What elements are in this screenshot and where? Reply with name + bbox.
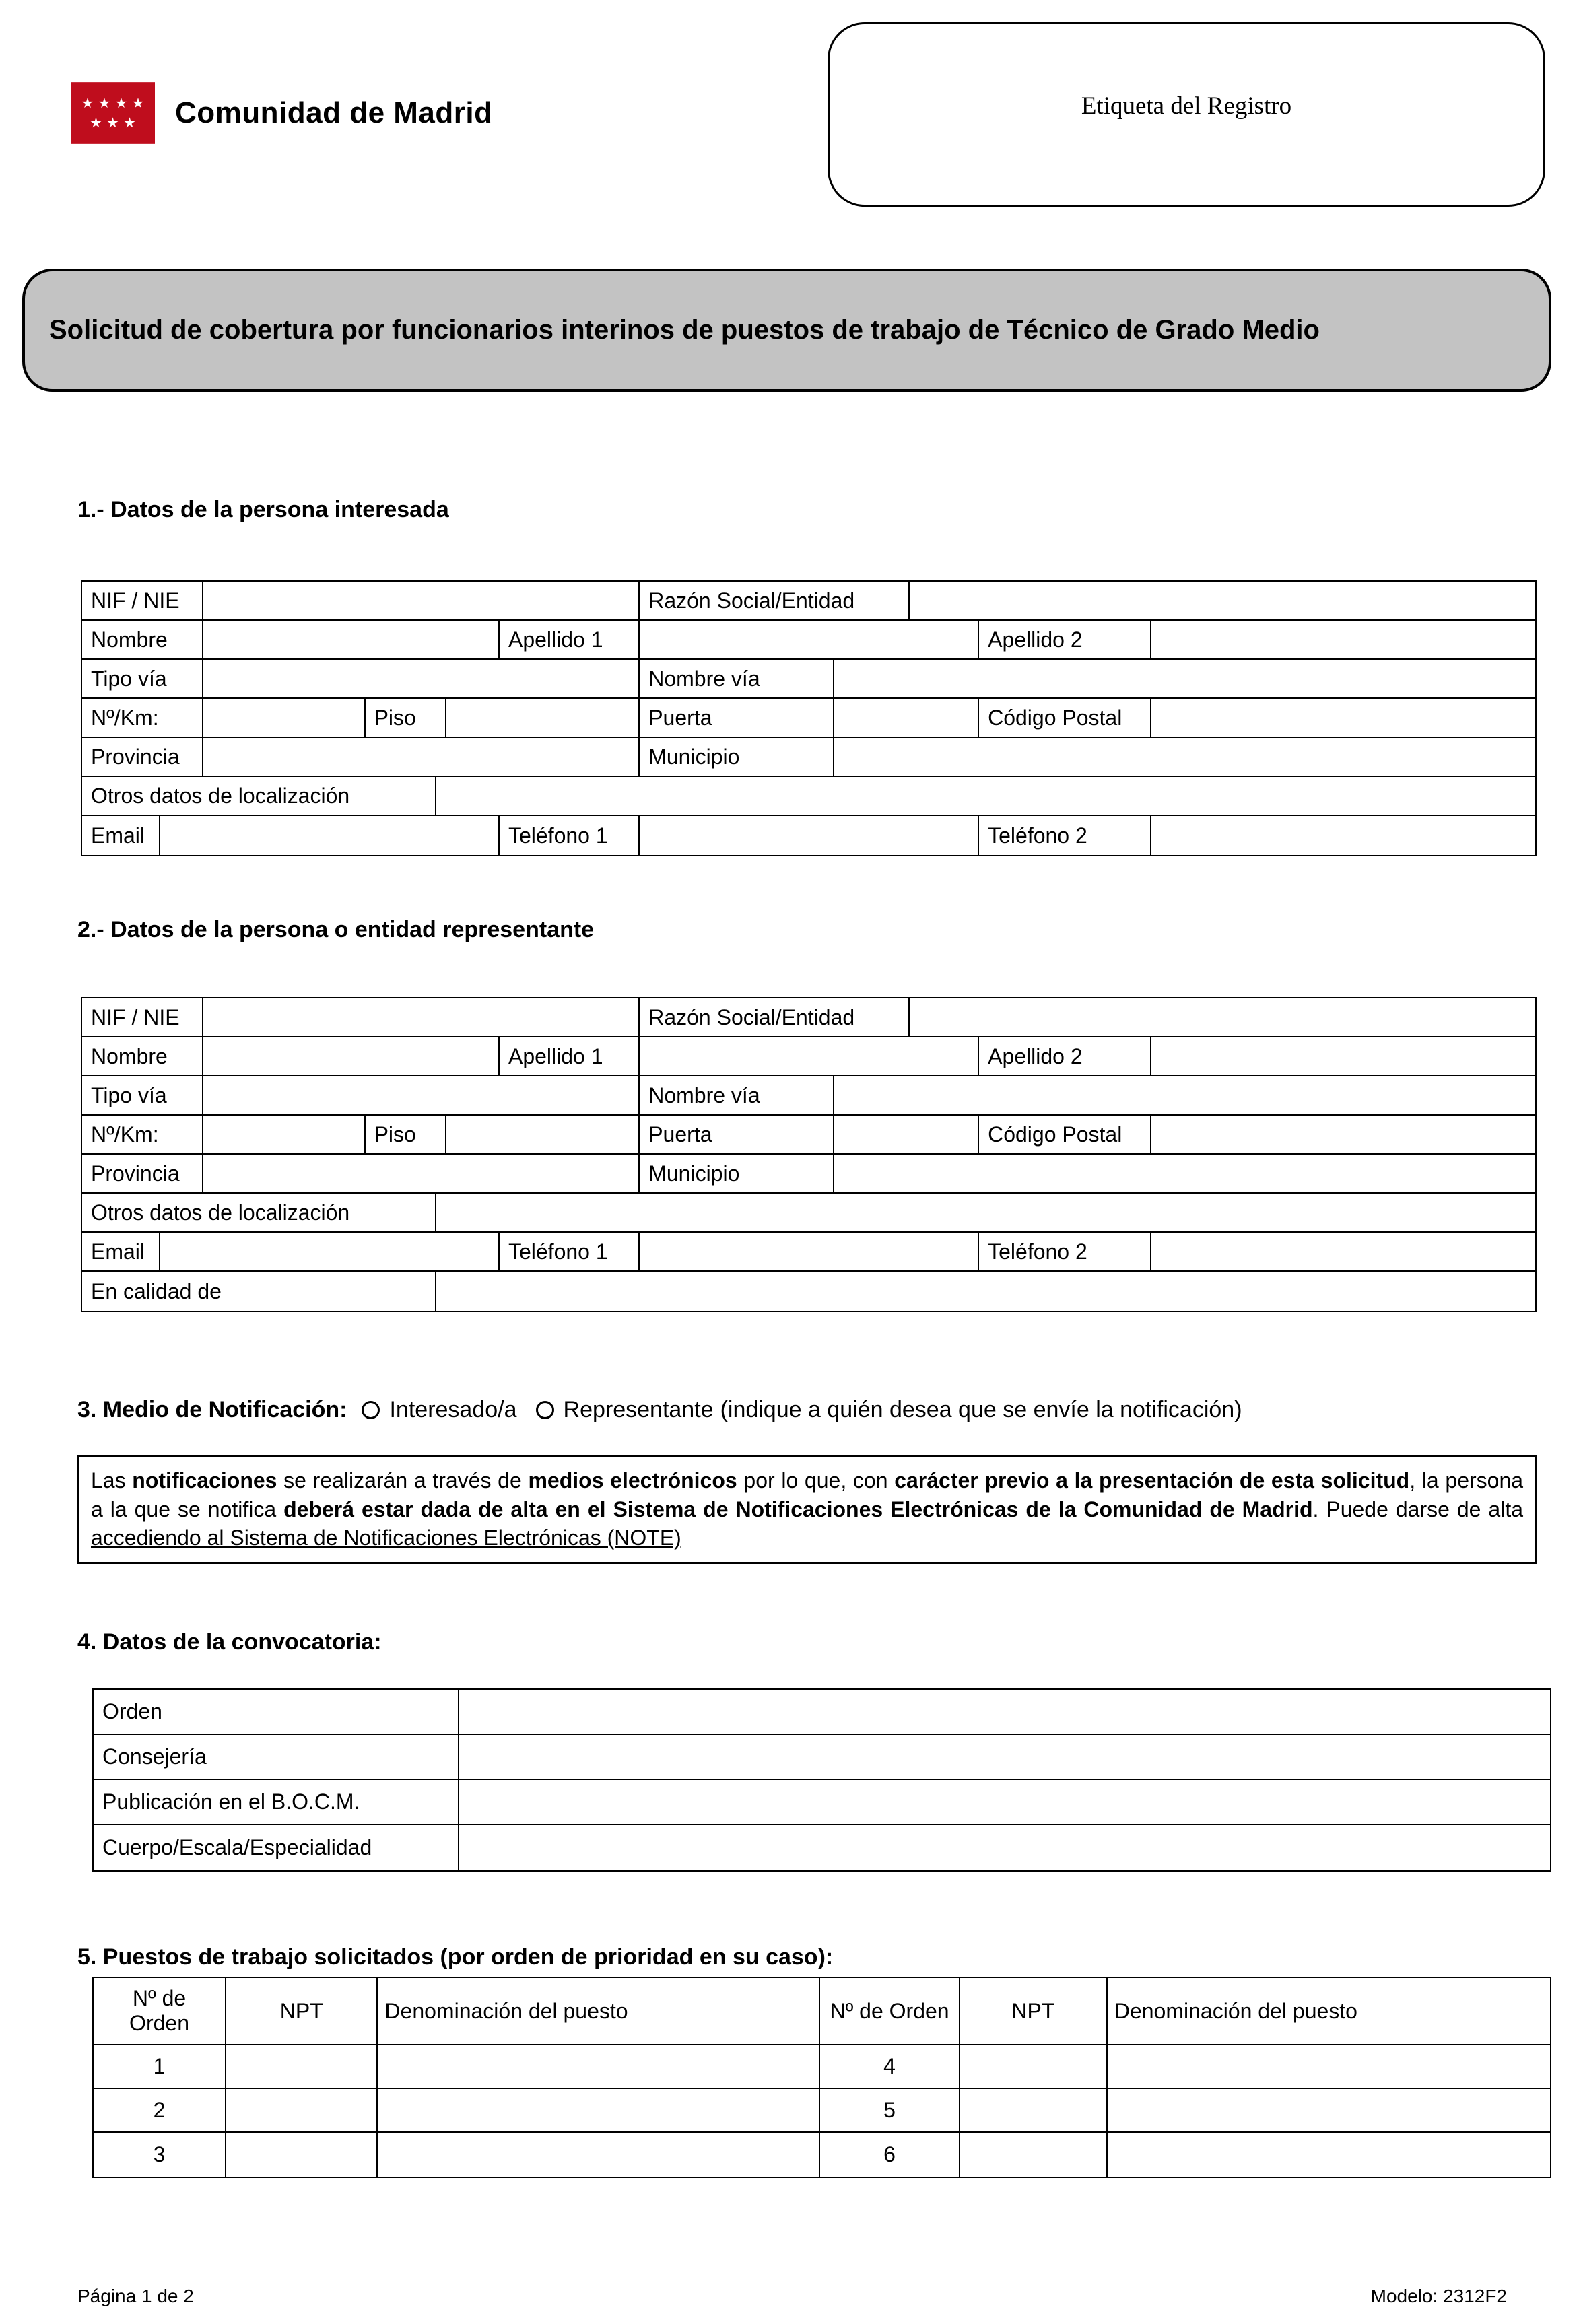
table-row <box>94 1690 1550 1735</box>
nombre-via-input[interactable] <box>834 660 1535 697</box>
table-row <box>82 699 1535 738</box>
orden-input[interactable] <box>459 1690 1550 1734</box>
convocatoria-table <box>92 1688 1551 1872</box>
table-row <box>94 1825 1550 1870</box>
field-label-telefono1-rep: Teléfono 1 <box>500 1233 640 1270</box>
table-row <box>82 1272 1535 1311</box>
field-label-tipo-via-rep: Tipo vía <box>82 1076 203 1114</box>
order-number: 4 <box>820 2045 960 2088</box>
apellido1-input-rep[interactable] <box>640 1037 979 1075</box>
field-label-piso-rep: Piso <box>366 1116 447 1153</box>
field-label-codigo-postal: Código Postal <box>979 699 1151 737</box>
form-title-bar <box>22 269 1551 392</box>
order-number: 5 <box>820 2089 960 2131</box>
field-label-cuerpo-escala: Cuerpo/Escala/Especialidad <box>94 1825 459 1870</box>
table-header-row <box>94 1978 1550 2045</box>
field-label-orden: Orden <box>94 1690 459 1734</box>
section3-heading: 3. Medio de Notificación: <box>77 1396 347 1423</box>
telefono2-input-rep[interactable] <box>1151 1233 1535 1270</box>
field-label-codigo-postal-rep: Código Postal <box>979 1116 1151 1153</box>
cuerpo-escala-input[interactable] <box>459 1825 1550 1870</box>
num-km-input-rep[interactable] <box>203 1116 366 1153</box>
section2-heading: 2.- Datos de la persona o entidad representante <box>77 917 595 943</box>
municipio-input-rep[interactable] <box>834 1155 1535 1192</box>
razon-social-input-rep[interactable] <box>910 998 1535 1036</box>
table-row <box>82 738 1535 777</box>
notice-text-segment: por lo que, con <box>737 1468 895 1493</box>
field-label-apellido2: Apellido 2 <box>979 621 1151 658</box>
notice-text-segment: carácter previo a la presentación de esta solicitud <box>894 1468 1410 1493</box>
notice-text-segment: medios electrónicos <box>528 1468 737 1493</box>
email-input-rep[interactable] <box>160 1233 500 1270</box>
notice-text-segment: deberá estar dada de alta en el Sistema de Notificaciones Electrónicas de la Comunidad de Madrid <box>283 1497 1313 1522</box>
field-label-nombre-via-rep: Nombre vía <box>640 1076 834 1114</box>
notification-method-row <box>77 1395 1242 1425</box>
nombre-input[interactable] <box>203 621 500 658</box>
piso-input[interactable] <box>446 699 640 737</box>
table-row <box>82 1155 1535 1194</box>
tipo-via-input-rep[interactable] <box>203 1076 640 1114</box>
notification-hint: (indique a quién desea que se envíe la notificación) <box>720 1396 1242 1423</box>
field-label-email-rep: Email <box>82 1233 160 1270</box>
nif-input-rep[interactable] <box>203 998 640 1036</box>
table-row <box>82 1076 1535 1116</box>
notice-text-segment: . Puede darse de alta <box>1312 1497 1524 1522</box>
field-label-telefono2-rep: Teléfono 2 <box>979 1233 1151 1270</box>
field-label-consejeria: Consejería <box>94 1735 459 1779</box>
radio-representante[interactable] <box>536 1401 554 1419</box>
codigo-postal-input[interactable] <box>1151 699 1535 737</box>
field-label-piso: Piso <box>366 699 447 737</box>
col-header-npt-right: NPT <box>960 1978 1108 2044</box>
note-system-link[interactable]: accediendo al Sistema de Notificaciones Electrónicas (NOTE) <box>91 1526 681 1550</box>
piso-input-rep[interactable] <box>446 1116 640 1153</box>
telefono1-input-rep[interactable] <box>640 1233 979 1270</box>
apellido2-input-rep[interactable] <box>1151 1037 1535 1075</box>
field-label-puerta: Puerta <box>640 699 834 737</box>
denominacion-input-right-r3[interactable] <box>1108 2133 1550 2177</box>
radio-interesado-label: Interesado/a <box>389 1396 517 1423</box>
municipio-input[interactable] <box>834 738 1535 776</box>
section5-heading: 5. Puestos de trabajo solicitados (por orden de prioridad en su caso): <box>77 1944 834 1970</box>
order-number: 3 <box>94 2133 226 2177</box>
header-brand <box>71 82 493 144</box>
registry-label: Etiqueta del Registro <box>1081 92 1292 120</box>
field-label-municipio-rep: Municipio <box>640 1155 834 1192</box>
order-number: 2 <box>94 2089 226 2131</box>
apellido2-input[interactable] <box>1151 621 1535 658</box>
table-row <box>94 2089 1550 2133</box>
email-input[interactable] <box>160 816 500 855</box>
telefono2-input[interactable] <box>1151 816 1535 855</box>
table-row <box>82 621 1535 660</box>
table-row <box>94 1735 1550 1780</box>
field-label-telefono1: Teléfono 1 <box>500 816 640 855</box>
publicacion-bocm-input[interactable] <box>459 1780 1550 1824</box>
field-label-telefono2: Teléfono 2 <box>979 816 1151 855</box>
section1-heading: 1.- Datos de la persona interesada <box>77 497 449 522</box>
table-row <box>82 582 1535 621</box>
denominacion-input-right-r2[interactable] <box>1108 2089 1550 2131</box>
apellido1-input[interactable] <box>640 621 979 658</box>
codigo-postal-input-rep[interactable] <box>1151 1116 1535 1153</box>
npt-input-right-r2[interactable] <box>960 2089 1108 2131</box>
denominacion-input-left-r2[interactable] <box>378 2089 820 2131</box>
form-title: Solicitud de cobertura por funcionarios interinos de puestos de trabajo de Técnico de Grado Medio <box>49 315 1320 345</box>
table-row <box>82 660 1535 699</box>
nombre-via-input-rep[interactable] <box>834 1076 1535 1114</box>
field-label-en-calidad-de: En calidad de <box>82 1272 436 1311</box>
field-label-num-km: Nº/Km: <box>82 699 203 737</box>
notice-text-segment: se realizarán a través de <box>277 1468 529 1493</box>
page-number: Página 1 de 2 <box>77 2286 194 2306</box>
tipo-via-input[interactable] <box>203 660 640 697</box>
denominacion-input-right-r1[interactable] <box>1108 2045 1550 2088</box>
field-label-apellido2-rep: Apellido 2 <box>979 1037 1151 1075</box>
table-row <box>94 2133 1550 2177</box>
field-label-num-km-rep: Nº/Km: <box>82 1116 203 1153</box>
denominacion-input-left-r3[interactable] <box>378 2133 820 2177</box>
table-row <box>94 1780 1550 1825</box>
field-label-razon-social-rep: Razón Social/Entidad <box>640 998 910 1036</box>
otros-datos-input[interactable] <box>436 777 1535 815</box>
en-calidad-de-input[interactable] <box>436 1272 1535 1311</box>
nif-input[interactable] <box>203 582 640 619</box>
col-header-orden-left: Nº de Orden <box>94 1978 226 2044</box>
field-label-puerta-rep: Puerta <box>640 1116 834 1153</box>
consejeria-input[interactable] <box>459 1735 1550 1779</box>
field-label-otros-datos-rep: Otros datos de localización <box>82 1194 436 1231</box>
field-label-nombre-rep: Nombre <box>82 1037 203 1075</box>
field-label-nif: NIF / NIE <box>82 582 203 619</box>
brand-name: Comunidad de Madrid <box>175 96 493 129</box>
representative-table <box>81 997 1537 1312</box>
order-number: 1 <box>94 2045 226 2088</box>
npt-input-right-r3[interactable] <box>960 2133 1108 2177</box>
registry-label-box <box>828 22 1545 207</box>
npt-input-left-r1[interactable] <box>226 2045 378 2088</box>
puerta-input-rep[interactable] <box>834 1116 979 1153</box>
notification-notice-box <box>77 1455 1537 1564</box>
interested-person-table <box>81 580 1537 856</box>
comunidad-madrid-flag-logo <box>71 82 155 144</box>
field-label-municipio: Municipio <box>640 738 834 776</box>
table-row <box>82 816 1535 855</box>
notice-text-segment: Las <box>91 1468 133 1493</box>
num-km-input[interactable] <box>203 699 366 737</box>
puerta-input[interactable] <box>834 699 979 737</box>
field-label-nif-rep: NIF / NIE <box>82 998 203 1036</box>
table-row <box>82 998 1535 1037</box>
table-row <box>82 777 1535 816</box>
provincia-input[interactable] <box>203 738 640 776</box>
radio-interesado[interactable] <box>362 1401 380 1419</box>
puestos-table <box>92 1977 1551 2178</box>
provincia-input-rep[interactable] <box>203 1155 640 1192</box>
col-header-npt-left: NPT <box>226 1978 378 2044</box>
section4-heading: 4. Datos de la convocatoria: <box>77 1629 382 1655</box>
field-label-apellido1-rep: Apellido 1 <box>500 1037 640 1075</box>
otros-datos-input-rep[interactable] <box>436 1194 1535 1231</box>
field-label-tipo-via: Tipo vía <box>82 660 203 697</box>
notice-text-segment: notificaciones <box>132 1468 277 1493</box>
npt-input-left-r2[interactable] <box>226 2089 378 2131</box>
col-header-denominacion-right: Denominación del puesto <box>1114 1998 1357 2023</box>
field-label-otros-datos: Otros datos de localización <box>82 777 436 815</box>
npt-input-right-r1[interactable] <box>960 2045 1108 2088</box>
razon-social-input[interactable] <box>910 582 1535 619</box>
field-label-provincia-rep: Provincia <box>82 1155 203 1192</box>
col-header-orden-right: Nº de Orden <box>820 1978 960 2044</box>
table-row <box>94 2045 1550 2089</box>
denominacion-input-left-r1[interactable] <box>378 2045 820 2088</box>
table-row <box>82 1037 1535 1076</box>
field-label-provincia: Provincia <box>82 738 203 776</box>
npt-input-left-r3[interactable] <box>226 2133 378 2177</box>
field-label-email: Email <box>82 816 160 855</box>
model-number: Modelo: 2312F2 <box>1370 2286 1507 2306</box>
field-label-apellido1: Apellido 1 <box>500 621 640 658</box>
nombre-input-rep[interactable] <box>203 1037 500 1075</box>
table-row <box>82 1116 1535 1155</box>
field-label-razon-social: Razón Social/Entidad <box>640 582 910 619</box>
table-row <box>82 1233 1535 1272</box>
notice-text-segment: , la persona a la que se notifica <box>91 1468 1524 1522</box>
col-header-denominacion-left: Denominación del puesto <box>378 1978 820 2044</box>
order-number: 6 <box>820 2133 960 2177</box>
telefono1-input[interactable] <box>640 816 979 855</box>
field-label-publicacion-bocm: Publicación en el B.O.C.M. <box>94 1780 459 1824</box>
field-label-nombre-via: Nombre vía <box>640 660 834 697</box>
field-label-nombre: Nombre <box>82 621 203 658</box>
table-row <box>82 1194 1535 1233</box>
radio-representante-label: Representante <box>563 1396 714 1423</box>
